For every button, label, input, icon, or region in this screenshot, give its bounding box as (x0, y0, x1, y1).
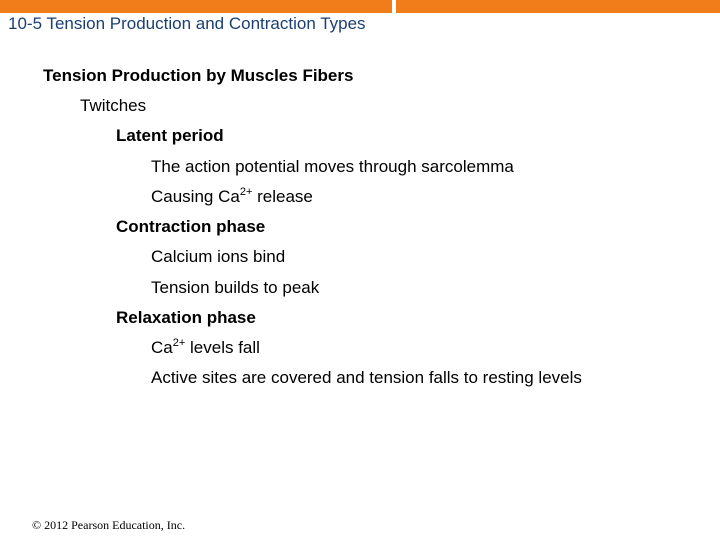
copyright-footer: © 2012 Pearson Education, Inc. (32, 518, 186, 532)
outline-twitches: Twitches (80, 96, 147, 115)
relaxation-point-1-superscript: 2+ (172, 337, 186, 349)
outline-contraction-phase: Contraction phase (116, 217, 266, 236)
latent-point-2 (151, 187, 313, 207)
contraction-point-1: Calcium ions bind (151, 247, 286, 266)
latent-point-2-superscript: 2+ (239, 186, 253, 198)
outline-latent-period: Latent period (116, 126, 224, 145)
top-accent-bar (0, 0, 720, 13)
outline-heading: Tension Production by Muscles Fibers (43, 66, 354, 85)
relaxation-point-1-suffix: levels fall (185, 338, 260, 357)
latent-point-2-prefix: Causing Ca (151, 187, 240, 206)
relaxation-point-1-prefix: Ca (151, 338, 173, 357)
outline-relaxation-phase: Relaxation phase (116, 308, 256, 327)
contraction-point-2: Tension builds to peak (151, 278, 320, 297)
top-accent-bar-gap (392, 0, 396, 13)
relaxation-point-2: Active sites are covered and tension falls to resting levels (151, 368, 582, 387)
relaxation-point-1 (151, 338, 260, 358)
slide-title: 10-5 Tension Production and Contraction Types (8, 14, 366, 33)
latent-point-2-suffix: release (252, 187, 313, 206)
latent-point-1: The action potential moves through sarcolemma (151, 157, 514, 176)
